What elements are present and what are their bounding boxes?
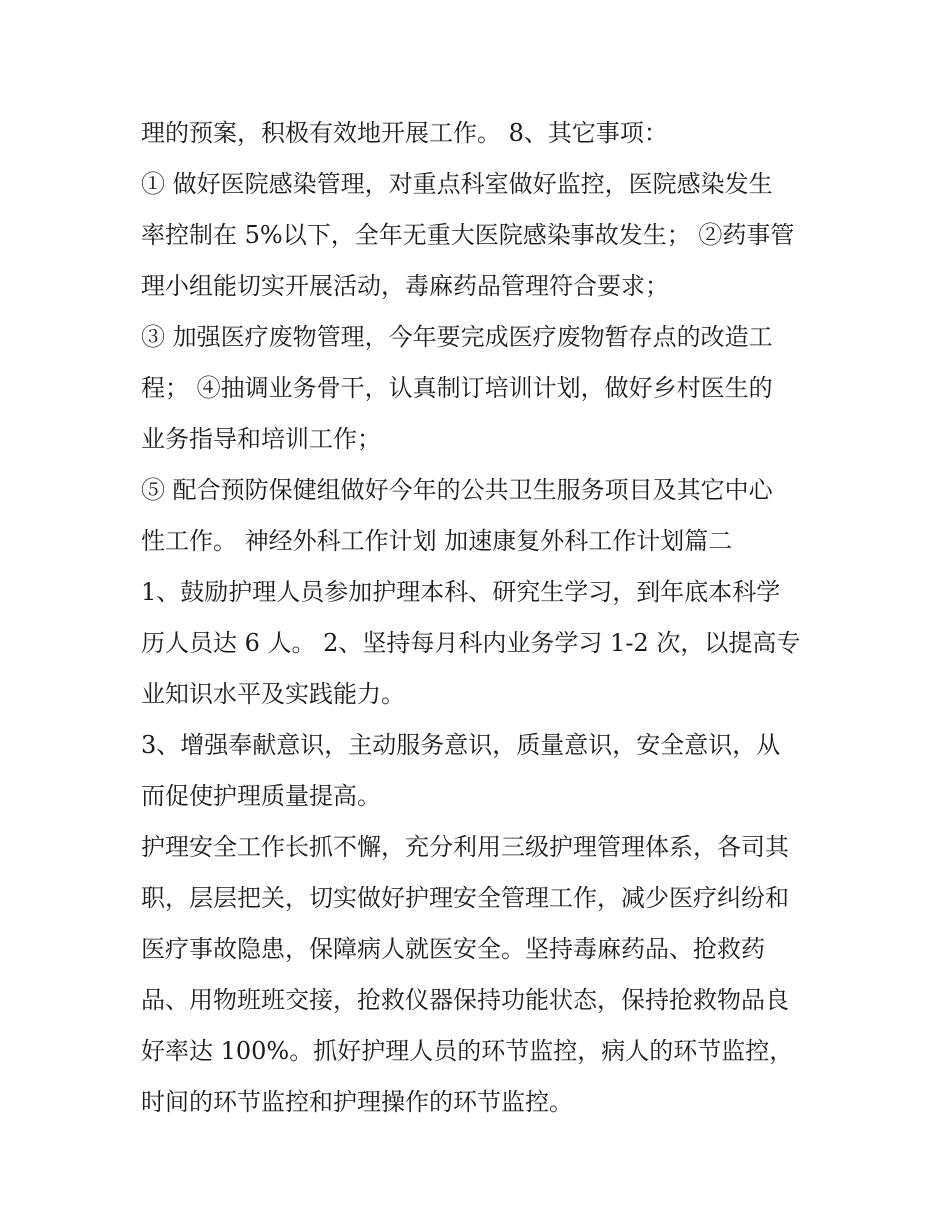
text-line: 程； ④抽调业务骨干，认真制订培训计划，做好乡村医生的 [141, 374, 773, 402]
text-line: 3、增强奉献意识，主动服务意识，质量意识，安全意识，从 [141, 731, 781, 759]
text-line: 性工作。 神经外科工作计划 加速康复外科工作计划篇二 [141, 527, 733, 555]
text-line: 品、用物班班交接，抢救仪器保持功能状态，保持抢救物品良 [141, 986, 789, 1014]
text-line: 1、鼓励护理人员参加护理本科、研究生学习，到年底本科学 [141, 578, 781, 606]
text-line: 历人员达 6 人。 2、坚持每月科内业务学习 1-2 次，以提高专 [141, 629, 801, 657]
text-line: 理小组能切实开展活动，毒麻药品管理符合要求； [141, 272, 669, 300]
text-line: 医疗事故隐患，保障病人就医安全。坚持毒麻药品、抢救药 [141, 935, 765, 963]
text-line: 率控制在 5%以下，全年无重大医院感染事故发生； ②药事管 [141, 221, 795, 249]
text-line: 时间的环节监控和护理操作的环节监控。 [141, 1088, 573, 1116]
text-line: 而促使护理质量提高。 [141, 782, 381, 810]
text-line: ⑤ 配合预防保健组做好今年的公共卫生服务项目及其它中心 [141, 476, 773, 504]
text-line: 业知识水平及实践能力。 [141, 680, 405, 708]
text-line: 理的预案，积极有效地开展工作。 8、其它事项： [141, 119, 668, 147]
document-body [141, 108, 821, 1128]
text-line: 职，层层把关，切实做好护理安全管理工作，减少医疗纠纷和 [141, 884, 789, 912]
text-line: 护理安全工作长抓不懈，充分利用三级护理管理体系，各司其 [141, 833, 789, 861]
text-line: 业务指导和培训工作； [141, 425, 381, 453]
text-line: ③ 加强医疗废物管理，今年要完成医疗废物暂存点的改造工 [141, 323, 773, 351]
text-line: 好率达 100%。抓好护理人员的环节监控，病人的环节监控， [141, 1037, 794, 1065]
text-line: ① 做好医院感染管理，对重点科室做好监控，医院感染发生 [141, 170, 773, 198]
